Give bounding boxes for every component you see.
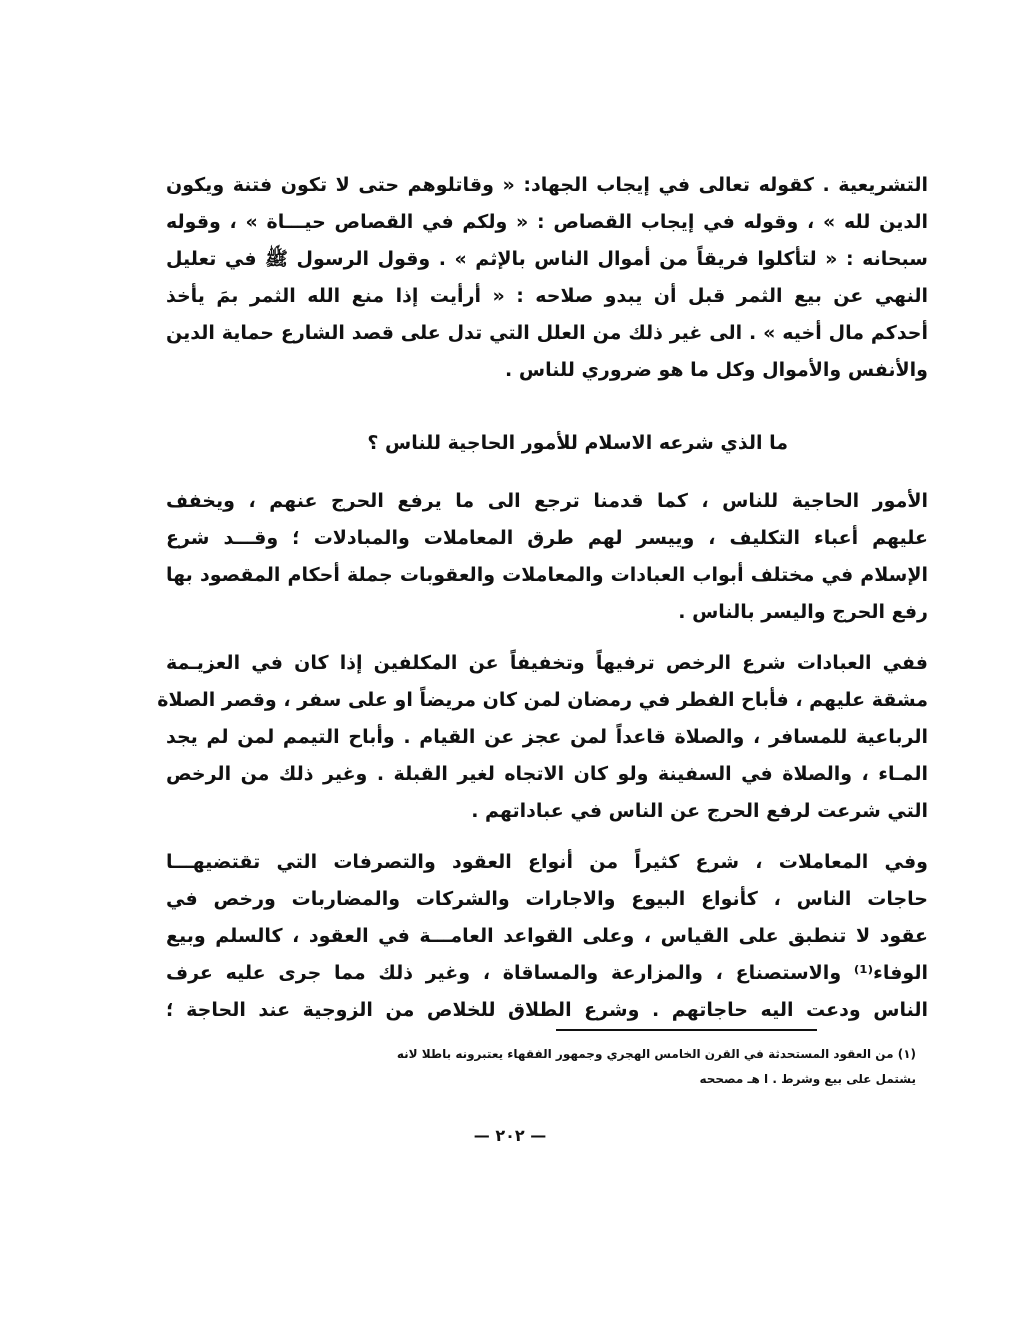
paragraph-1-line: والأنفس والأموال وكل ما هو ضروري للناس . [505,359,928,381]
paragraph-3-line: الرباعية للمسافر ، والصلاة قاعداً لمن عجز عن القيام . وأباح التيمم لمن لم يجد [166,726,928,748]
paragraph-3-line: التي شرعت لرفع الحرج عن الناس في عباداتهم . [471,800,928,822]
paragraph-3-line: مشقة عليهم ، فأباح الفطر في رمضان لمن كان مريضاً او على سفر ، وقصر الصلاة [157,689,928,711]
paragraph-1-line: الدين لله » ، وقوله في إيجاب القصاص : « ولكم في القصاص حيـــاة » ، وقوله [166,211,928,233]
paragraph-1-line: أحدكم مال أخيه » . الى غير ذلك من العلل التي تدل على قصد الشارع حماية الدين [166,322,928,344]
paragraph-4-line: عقود لا تنطبق على القياس ، وعلى القواعد العامـــة في العقود ، كالسلم وبيع [166,925,928,947]
paragraph-2-line: رفع الحرج واليسر بالناس . [678,601,928,623]
page-number: — ٢٠٢ — [473,1126,547,1145]
paragraph-3-line: المـاء ، والصلاة في السفينة ولو كان الاتجاه لغير القبلة . وغير ذلك من الرخص [166,763,928,785]
paragraph-4-line: الناس ودعت اليه حاجاتهم . وشرع الطلاق للخلاص من الزوجية عند الحاجة ؛ [166,999,928,1021]
paragraph-2-line: الأمور الحاجية للناس ، كما قدمنا ترجع الى ما يرفع الحرج عنهم ، ويخفف [166,490,928,512]
paragraph-3-line: ففي العبادات شرع الرخص ترفيهاً وتخفيفاً عن المكلفين إذا كان في العزيـمة [166,652,928,674]
paragraph-1-line: النهي عن بيع الثمر قبل أن يبدو صلاحه : « أرأيت إذا منع الله الثمر بمَ يأخذ [166,285,928,307]
paragraph-4-line: وفي المعاملات ، شرع كثيراً من أنواع العقود والتصرفات التي تقتضيهـــا [166,851,928,873]
footnote-line: (١) من العقود المستحدثة في القرن الخامس الهجري وجمهور الفقهاء يعتبرونه باطلا لانه [396,1047,916,1061]
footnote-line: يشتمل على بيع وشرط . ا هـ مصححه [699,1072,916,1086]
paragraph-2-line: الإسلام في مختلف أبواب العبادات والمعاملات والعقوبات جملة أحكام المقصود بها [166,564,928,586]
section-heading: ما الذي شرعه الاسلام للأمور الحاجية للناس ؟ [367,432,788,454]
paragraph-1-line: التشريعية . كقوله تعالى في إيجاب الجهاد: « وقاتلوهم حتى لا تكون فتنة ويكون [166,174,928,196]
footnote-divider [556,1029,817,1031]
paragraph-1-line: سبحانه : « لتأكلوا فريقاً من أموال الناس بالإثم » . وقول الرسول ﷺ في تعليل [166,248,928,270]
paragraph-4-line: الوفاء⁽¹⁾ والاستصناع ، والمزارعة والمساقاة ، وغير ذلك مما جرى عليه عرف [166,962,928,984]
paragraph-4-line: حاجات الناس ، كأنواع البيوع والاجارات والشركات والمضاربات ورخص في [166,888,928,910]
paragraph-2-line: عليهم أعباء التكليف ، وييسر لهم طرق المعاملات والمبادلات ؛ وقـــد شرع [166,527,928,549]
